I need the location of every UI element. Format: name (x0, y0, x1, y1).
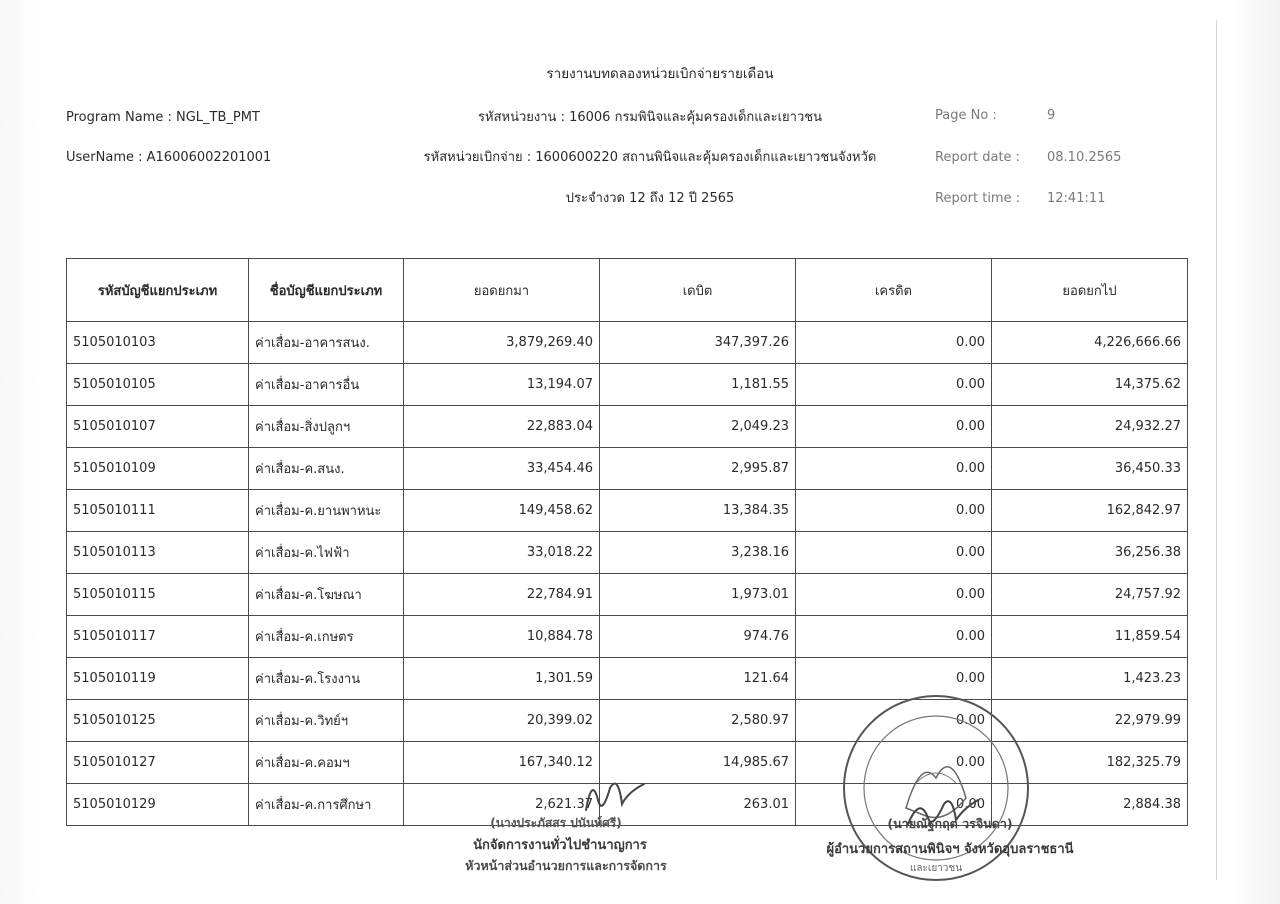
col-header-account-name: ชื่อบัญชีแยกประเภท (249, 259, 404, 322)
stamp-text: และเยาวชน (909, 863, 963, 874)
credit-cell: 0.00 (796, 742, 992, 784)
left-signer-title-1: นักจัดการงานทั่วไปชำนาญการ (473, 838, 647, 853)
carried-forward-cell: 182,325.79 (992, 742, 1188, 784)
period-line: ประจำงวด 12 ถึง 12 ปี 2565 (565, 191, 735, 206)
debit-cell: 14,985.67 (600, 742, 796, 784)
account-name-cell: ค่าเสื่อม-สิ่งปลูกฯ (249, 406, 404, 448)
account-code-cell: 5105010107 (67, 406, 249, 448)
report-title: รายงานบทดลองหน่วยเบิกจ่ายรายเดือน (546, 66, 774, 82)
debit-cell: 3,238.16 (600, 532, 796, 574)
carried-forward-cell: 24,757.92 (992, 574, 1188, 616)
brought-forward-cell: 20,399.02 (404, 700, 600, 742)
account-code-cell: 5105010115 (67, 574, 249, 616)
table-row (67, 448, 1188, 490)
col-header-account-code: รหัสบัญชีแยกประเภท (67, 259, 249, 322)
carried-forward-cell: 162,842.97 (992, 490, 1188, 532)
debit-cell: 121.64 (600, 658, 796, 700)
credit-cell: 0.00 (796, 532, 992, 574)
account-name-cell: ค่าเสื่อม-ค.วิทย์ฯ (249, 700, 404, 742)
credit-cell: 0.00 (796, 448, 992, 490)
credit-cell: 0.00 (796, 322, 992, 364)
table-row (67, 490, 1188, 532)
paper-edge (1216, 20, 1217, 880)
credit-cell: 0.00 (796, 700, 992, 742)
account-code-cell: 5105010117 (67, 616, 249, 658)
brought-forward-cell: 13,194.07 (404, 364, 600, 406)
credit-cell: 0.00 (796, 616, 992, 658)
table-header-row (67, 259, 1188, 322)
right-signer-name: (นายณัฐกฤต วรจินดา) (887, 816, 1013, 831)
brought-forward-cell: 3,879,269.40 (404, 322, 600, 364)
brought-forward-cell: 33,454.46 (404, 448, 600, 490)
page-no-label: Page No : (935, 108, 997, 123)
carried-forward-cell: 11,859.54 (992, 616, 1188, 658)
table-row (67, 406, 1188, 448)
account-name-cell: ค่าเสื่อม-ค.การศึกษา (249, 784, 404, 826)
table-row (67, 364, 1188, 406)
report-time-label: Report time : (935, 191, 1021, 206)
credit-cell: 0.00 (796, 574, 992, 616)
account-code-cell: 5105010127 (67, 742, 249, 784)
brought-forward-cell: 22,883.04 (404, 406, 600, 448)
carried-forward-cell: 22,979.99 (992, 700, 1188, 742)
account-code-cell: 5105010105 (67, 364, 249, 406)
carried-forward-cell: 36,450.33 (992, 448, 1188, 490)
account-name-cell: ค่าเสื่อม-ค.ไฟฟ้า (249, 532, 404, 574)
brought-forward-cell: 149,458.62 (404, 490, 600, 532)
account-name-cell: ค่าเสื่อม-ค.สนง. (249, 448, 404, 490)
account-code-cell: 5105010103 (67, 322, 249, 364)
debit-cell: 13,384.35 (600, 490, 796, 532)
account-name-cell: ค่าเสื่อม-ค.โฆษณา (249, 574, 404, 616)
account-name-cell: ค่าเสื่อม-ค.คอมฯ (249, 742, 404, 784)
credit-cell: 0.00 (796, 658, 992, 700)
left-signer-title-2: หัวหน้าส่วนอำนวยการและการจัดการ (465, 858, 667, 873)
table-row (67, 322, 1188, 364)
credit-cell: 0.00 (796, 406, 992, 448)
account-name-cell: ค่าเสื่อม-อาคารอื่น (249, 364, 404, 406)
debit-cell: 974.76 (600, 616, 796, 658)
carried-forward-cell: 36,256.38 (992, 532, 1188, 574)
account-code-cell: 5105010111 (67, 490, 249, 532)
debit-cell: 2,995.87 (600, 448, 796, 490)
report-date-value: 08.10.2565 (1047, 150, 1122, 165)
table-row (67, 532, 1188, 574)
table-row (67, 616, 1188, 658)
carried-forward-cell: 14,375.62 (992, 364, 1188, 406)
account-code-cell: 5105010109 (67, 448, 249, 490)
table-row (67, 574, 1188, 616)
credit-cell: 0.00 (796, 364, 992, 406)
col-header-carried-forward: ยอดยกไป (992, 259, 1188, 322)
page-no-value: 9 (1047, 108, 1056, 123)
report-time-value: 12:41:11 (1047, 191, 1106, 206)
account-code-cell: 5105010113 (67, 532, 249, 574)
credit-cell: 0.00 (796, 784, 992, 826)
account-name-cell: ค่าเสื่อม-ค.โรงงาน (249, 658, 404, 700)
account-name-cell: ค่าเสื่อม-ค.ยานพาหนะ (249, 490, 404, 532)
brought-forward-cell: 1,301.59 (404, 658, 600, 700)
disbursing-unit-line: รหัสหน่วยเบิกจ่าย : 1600600220 สถานพินิจและคุ้มครองเด็กและเยาวชนจังหวัด (423, 150, 877, 165)
debit-cell: 347,397.26 (600, 322, 796, 364)
debit-cell: 1,973.01 (600, 574, 796, 616)
brought-forward-cell: 33,018.22 (404, 532, 600, 574)
brought-forward-cell: 167,340.12 (404, 742, 600, 784)
col-header-credit: เครดิต (796, 259, 992, 322)
account-name-cell: ค่าเสื่อม-อาคารสนง. (249, 322, 404, 364)
col-header-debit: เดบิต (600, 259, 796, 322)
credit-cell: 0.00 (796, 490, 992, 532)
debit-cell: 263.01 (600, 784, 796, 826)
carried-forward-cell: 4,226,666.66 (992, 322, 1188, 364)
user-name: UserName : A16006002201001 (66, 150, 272, 165)
left-signer-name: (นางประภัสสร ปนันท์ศรี) (490, 816, 622, 830)
debit-cell: 2,049.23 (600, 406, 796, 448)
debit-cell: 1,181.55 (600, 364, 796, 406)
brought-forward-cell: 22,784.91 (404, 574, 600, 616)
agency-line: รหัสหน่วยงาน : 16006 กรมพินิจและคุ้มครองเด็กและเยาวชน (478, 110, 822, 125)
col-header-brought-forward: ยอดยกมา (404, 259, 600, 322)
account-name-cell: ค่าเสื่อม-ค.เกษตร (249, 616, 404, 658)
carried-forward-cell: 24,932.27 (992, 406, 1188, 448)
debit-cell: 2,580.97 (600, 700, 796, 742)
brought-forward-cell: 10,884.78 (404, 616, 600, 658)
program-name: Program Name : NGL_TB_PMT (66, 110, 260, 125)
carried-forward-cell: 1,423.23 (992, 658, 1188, 700)
account-code-cell: 5105010125 (67, 700, 249, 742)
brought-forward-cell: 2,621.37 (404, 784, 600, 826)
account-code-cell: 5105010119 (67, 658, 249, 700)
account-code-cell: 5105010129 (67, 784, 249, 826)
report-date-label: Report date : (935, 150, 1021, 165)
carried-forward-cell: 2,884.38 (992, 784, 1188, 826)
right-signer-title: ผู้อำนวยการสถานพินิจฯ จังหวัดอุบลราชธานี (826, 842, 1074, 857)
